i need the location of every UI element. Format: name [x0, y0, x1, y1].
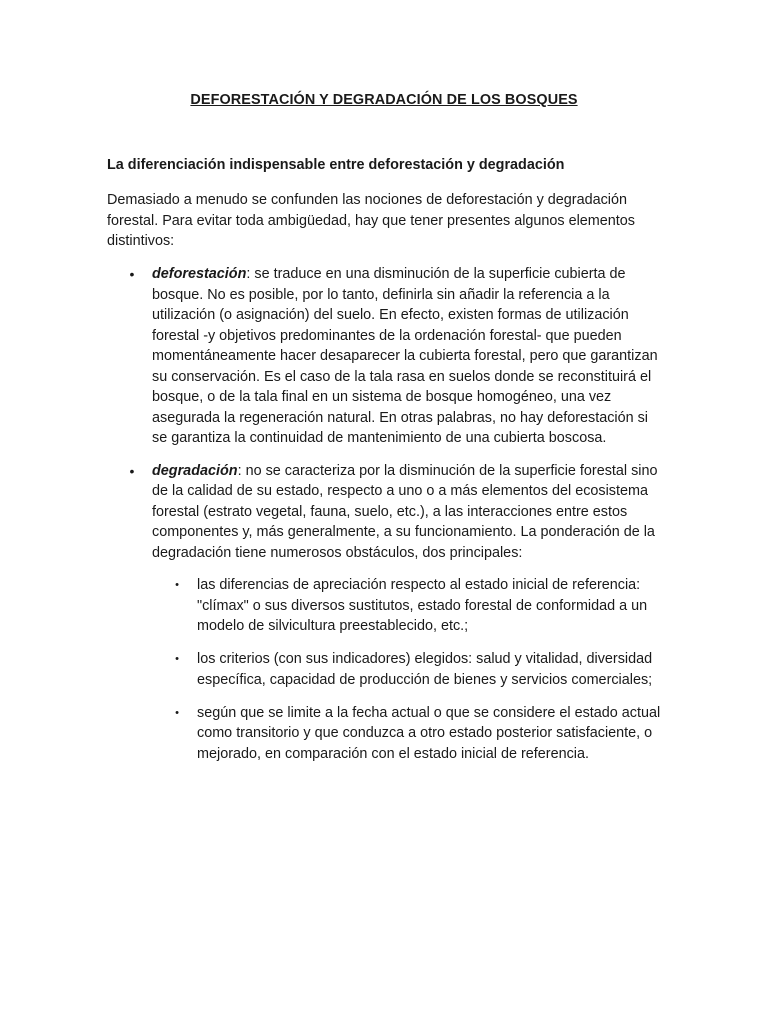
obstacle-text: las diferencias de apreciación respecto al estado inicial de referencia: "clímax" o sus diversos sustitutos, estado forestal de conformidad a un modelo de silvicultura preestablecido, etc.; [197, 577, 648, 634]
definitions-list [107, 264, 667, 777]
bullet-icon: • [129, 462, 135, 479]
obstacles-list [152, 575, 667, 764]
obstacle-text: los criterios (con sus indicadores) elegidos: salud y vitalidad, diversidad específica, capacidad de producción de bienes y servicios comerciales; [197, 651, 653, 688]
obstacle-text: según que se limite a la fecha actual o que se considere el estado actual como transitorio y que conduzca a otro estado posterior satisfaciente, o mejorado, en comparación con el estado inicial de referencia. [197, 704, 661, 762]
definition-degradacion: : no se caracteriza por la disminución de la superficie forestal sino de la calidad de su estado, respecto a uno o a más elementos del ecosistema forestal (estrato vegetal, fauna, suelo, etc.), a las interacciones entre estos componentes y, más generalmente, a su funcionamiento. La ponderación de la degradación tiene numerosos obstáculos, dos principales: [152, 462, 658, 561]
section-heading: La diferenciación indispensable entre deforestación y degradación [107, 157, 565, 173]
bullet-icon: • [175, 579, 179, 591]
intro-paragraph: Demasiado a menudo se confunden las nociones de deforestación y degradación forestal. Para evitar toda ambigüedad, hay que tener presentes algunos elementos distintivos: [107, 192, 635, 249]
document-title: DEFORESTACIÓN Y DEGRADACIÓN DE LOS BOSQUES [190, 92, 578, 108]
bullet-icon: • [129, 266, 135, 282]
list-item [152, 649, 667, 690]
definition-deforestacion: : se traduce en una disminución de la superficie cubierta de bosque. No es posible, por lo tanto, definirla sin añadir la referencia a la utilización (o asignación) del suelo. En efecto, existen formas de utilización forestal -y objetivos predominantes de la ordenación forestal- que pueden momentáneamente hacer desaparecer la cubierta forestal, pero que garantizan su conservación. Es el caso de la tala rasa en suelos donde se reconstituirá el bosque, o de la tala final en un sistema de bosque homogéneo, una vez asegurada la regeneración natural. En otras palabras, no hay deforestación si se garantiza la continuidad de mantenimiento de una cubierta boscosa. [152, 266, 658, 446]
list-item-deforestacion [107, 264, 667, 449]
bullet-icon: • [175, 653, 179, 665]
term-deforestacion: deforestación [152, 266, 247, 282]
list-item [152, 575, 667, 637]
term-degradacion: degradación [152, 462, 238, 479]
bullet-icon: • [175, 706, 179, 719]
list-item-degradacion [107, 461, 667, 765]
list-item [152, 703, 667, 765]
